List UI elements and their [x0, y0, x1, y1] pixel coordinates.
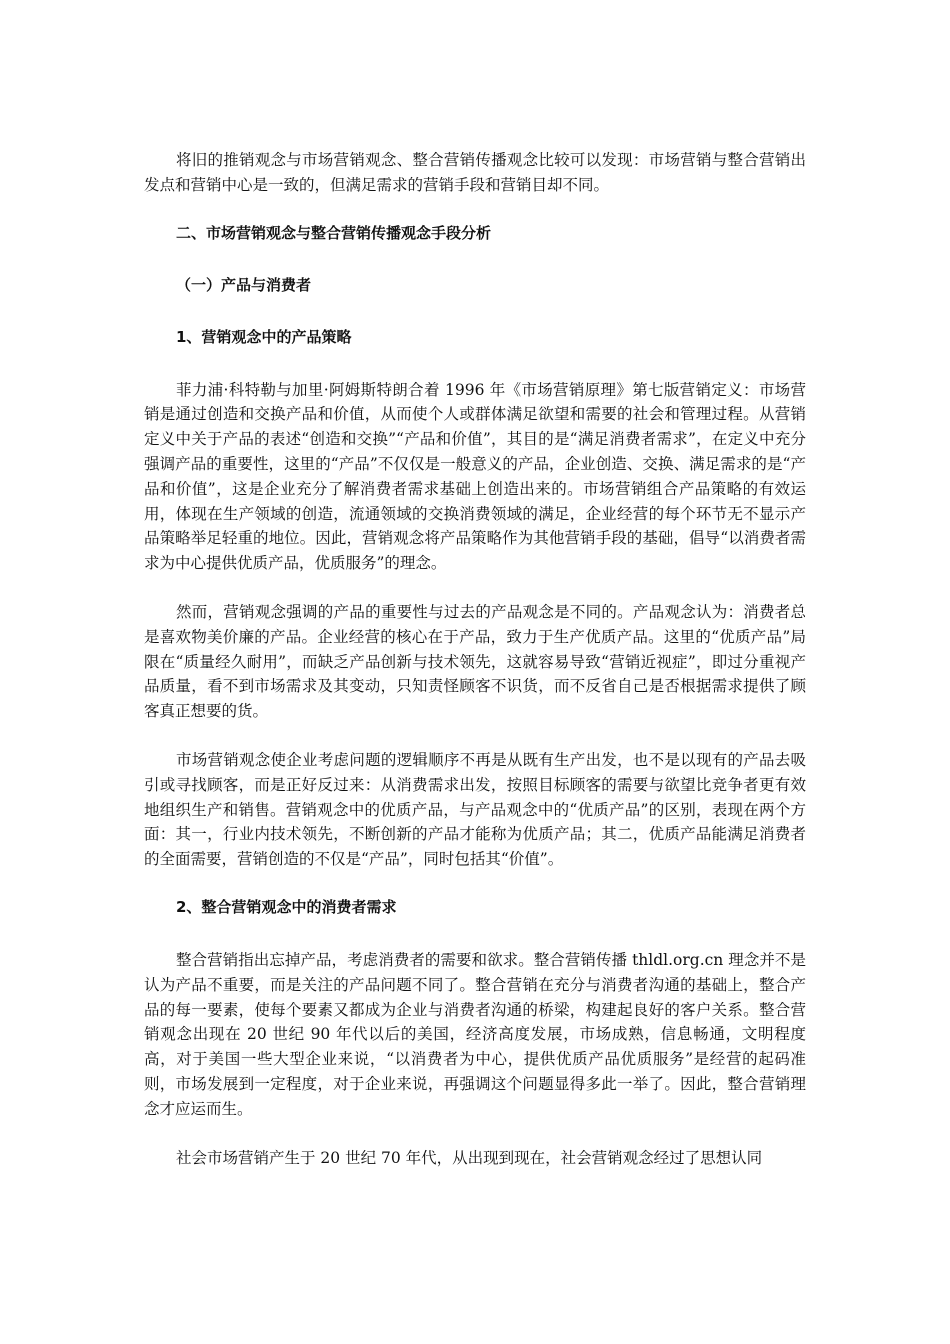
item-heading-consumer-needs: 2、整合营销观念中的消费者需求	[176, 897, 397, 916]
paragraph-marketing-definition: 菲力浦·科特勒与加里·阿姆斯特朗合着 1996 年《市场营销原理》第七版营销定义：市场营销是通过创造和交换产品和价值，从而使个人或群体满足欲望和需要的社会和管理过程。从营销定义中关于产品的表述“创造和交换”“产品和价值”，其目的是“满足消费者需求”，在定义中充分强调产品的重要性，这里的“产品”不仅仅是一般意义的产品，企业创造、交换、满足需求的是“产品和价值”，这是企业充分了解消费者需求基础上创造出来的。市场营销组合产品策略的有效运用，体现在生产领域的创造，流通领域的交换消费领域的满足，企业经营的每个环节无不显示产品策略举足轻重的地位。因此，营销观念将产品策略作为其他营销手段的基础，倡导“以消费者需求为中心提供优质产品，优质服务”的理念。	[144, 380, 806, 573]
paragraph-product-concept: 然而，营销观念强调的产品的重要性与过去的产品观念是不同的。产品观念认为：消费者总是喜欢物美价廉的产品。企业经营的核心在于产品，致力于生产优质产品。这里的“优质产品”局限在“质量经久耐用”，而缺乏产品创新与技术领先，这就容易导致“营销近视症”，即过分重视产品质量，看不到市场需求及其变动，只知责怪顾客不识货，而不反省自己是否根据需求提供了顾客真正想要的货。	[144, 602, 806, 721]
paragraph-logic-order: 市场营销观念使企业考虑问题的逻辑顺序不再是从既有生产出发，也不是以现有的产品去吸引或寻找顾客，而是正好反过来：从消费需求出发，按照目标顾客的需要与欲望比竞争者更有效地组织生产和销售。营销观念中的优质产品，与产品观念中的“优质产品”的区别，表现在两个方面：其一，行业内技术领先，不断创新的产品才能称为优质产品；其二，优质产品能满足消费者的全面需要，营销创造的不仅是“产品”，同时包括其“价值”。	[144, 750, 806, 869]
paragraph-social-marketing: 社会市场营销产生于 20 世纪 70 年代，从出现到现在，社会营销观念经过了思想认同	[176, 1148, 763, 1167]
paragraph-integrated-marketing: 整合营销指出忘掉产品，考虑消费者的需要和欲求。整合营销传播 thldl.org.cn 理念并不是认为产品不重要，而是关注的产品问题不同了。整合营销在充分与消费者沟通的基础上，整合产品的每一要素，使每个要素又都成为企业与消费者沟通的桥梁，构建起良好的客户关系。整合营销观念出现在 20 世纪 90 年代以后的美国，经济高度发展，市场成熟，信息畅通，文明程度高，对于美国一些大型企业来说，“以消费者为中心，提供优质产品优质服务”是经营的起码准则，市场发展到一定程度，对于企业来说，再强调这个问题显得多此一举了。因此，整合营销理念才应运而生。	[144, 950, 806, 1118]
document-page	[144, 148, 806, 1194]
section-heading: 二、市场营销观念与整合营销传播观念手段分析	[176, 223, 492, 242]
subsection-heading: （一）产品与消费者	[176, 275, 312, 294]
paragraph-comparison: 将旧的推销观念与市场营销观念、整合营销传播观念比较可以发现：市场营销与整合营销出发点和营销中心是一致的，但满足需求的营销手段和营销目却不同。	[144, 151, 806, 194]
item-heading-product-strategy: 1、营销观念中的产品策略	[176, 327, 352, 346]
